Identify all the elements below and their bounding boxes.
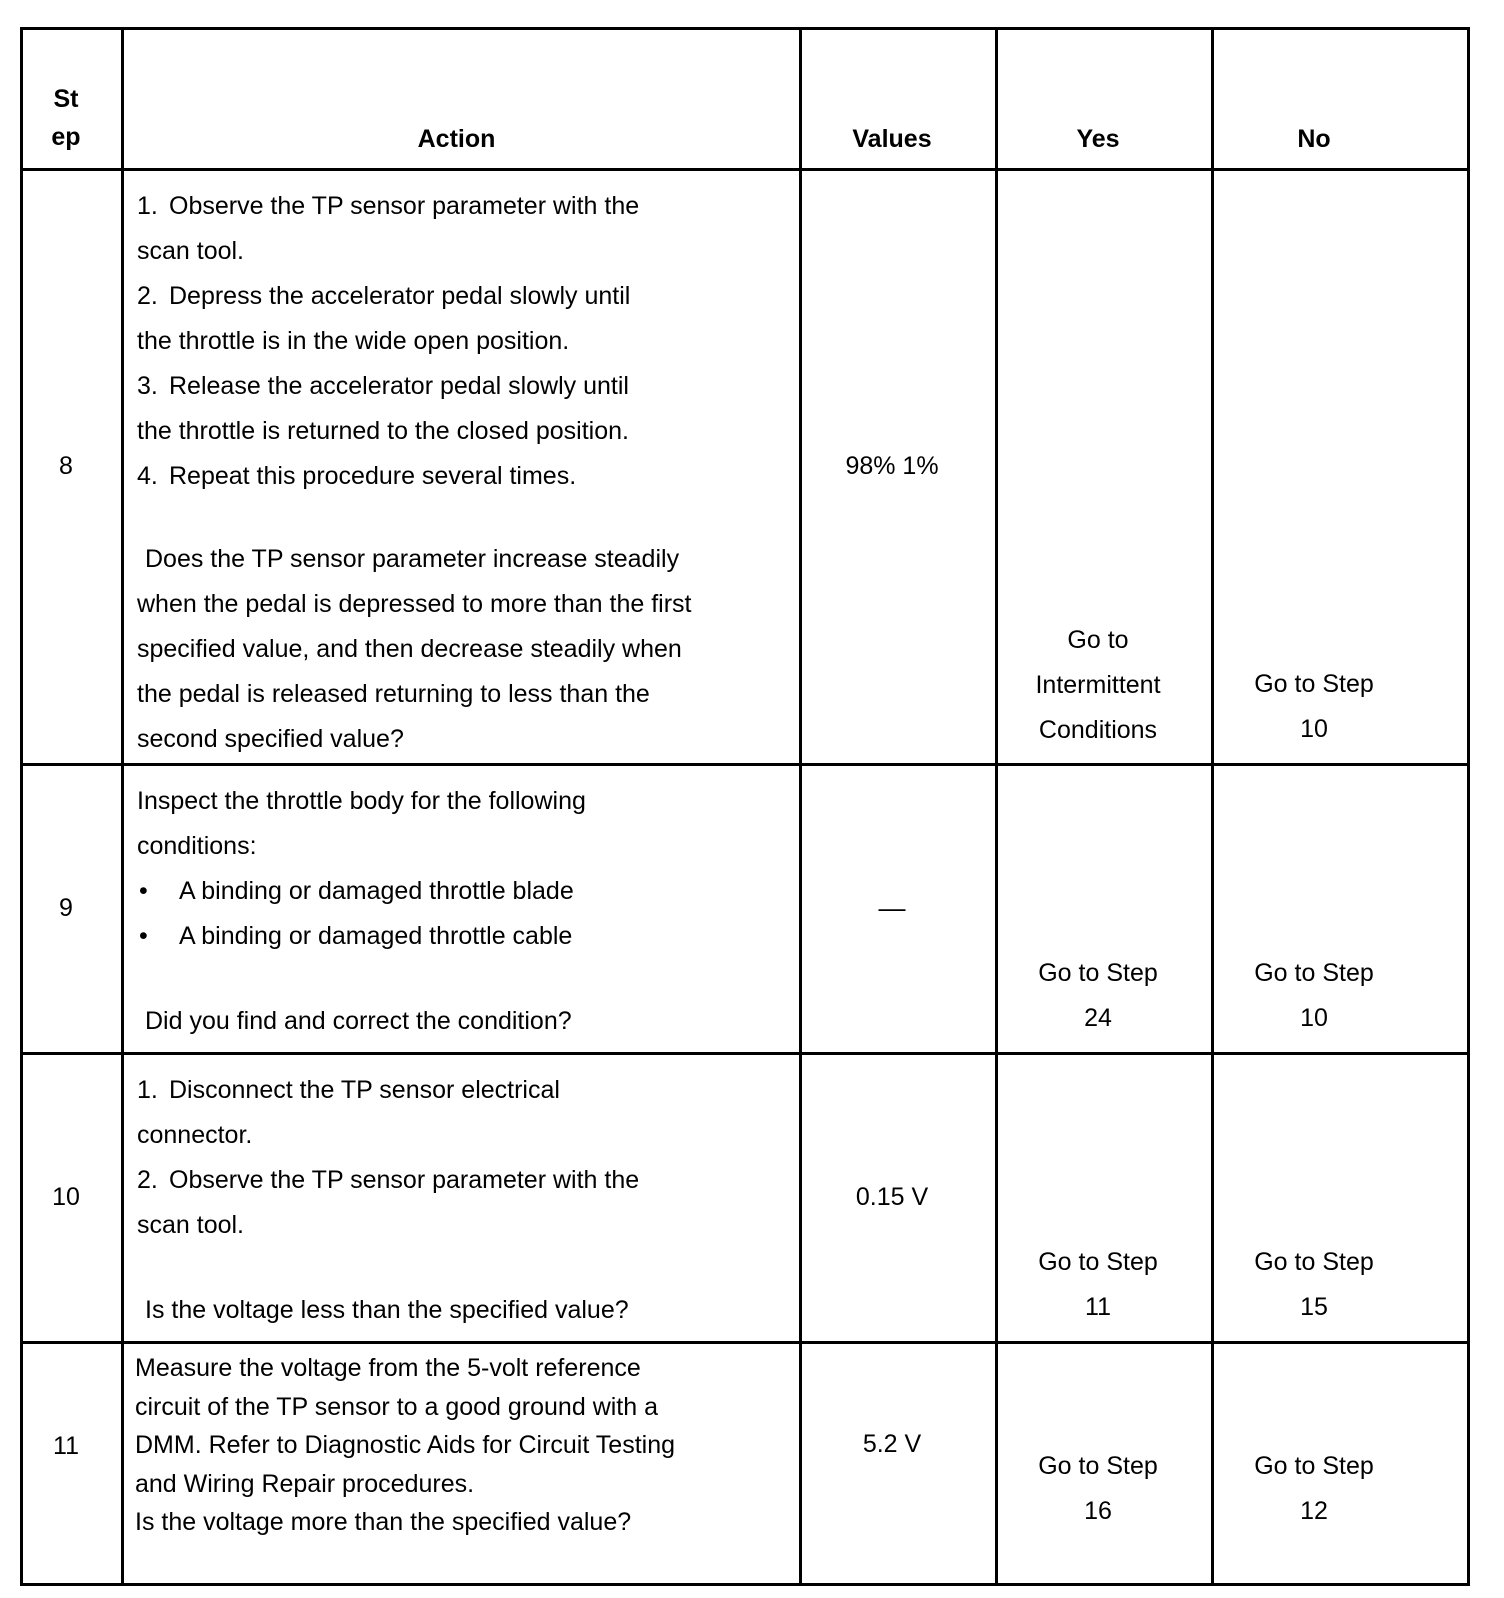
value-text: 5.2 V bbox=[862, 1430, 922, 1458]
action-question: Is the voltage more than the specified value? bbox=[135, 1508, 632, 1536]
action-step-item: 2. Observe the TP sensor parameter with the bbox=[137, 1166, 640, 1194]
column-divider bbox=[799, 30, 802, 1583]
row-divider bbox=[23, 1052, 1467, 1055]
no-outcome: Go to Step 15 bbox=[1254, 1248, 1374, 1321]
action-step-item: 2. Depress the accelerator pedal slowly until bbox=[137, 282, 631, 310]
no-outcome: Go to Step 10 bbox=[1254, 959, 1374, 1032]
yes-outcome: Go to Step 24 bbox=[1038, 959, 1158, 1032]
header-divider bbox=[23, 168, 1467, 171]
row-divider bbox=[23, 1341, 1467, 1344]
action-text: Inspect the throttle body for the following conditions: • A binding or damaged throttle blade • A binding or damaged throttle cable Did you find and correct the condition? bbox=[137, 779, 586, 1044]
column-divider bbox=[995, 30, 998, 1583]
action-step-item: 3. Release the accelerator pedal slowly until bbox=[137, 372, 629, 400]
yes-outcome: Go to Step 16 bbox=[1038, 1452, 1158, 1525]
step-number: 8 bbox=[59, 452, 73, 480]
yes-outcome: Go to Intermittent Conditions bbox=[1035, 626, 1161, 744]
step-number: 11 bbox=[53, 1432, 79, 1460]
value-text: — bbox=[878, 893, 906, 923]
action-question: Did you find and correct the condition? bbox=[145, 1007, 572, 1035]
row-divider bbox=[23, 763, 1467, 766]
action-text: 1. Observe the TP sensor parameter with the scan tool. 2. Depress the accelerator pedal slowly until the throttle is in the wide open position. 3. Release the accelerator pedal slowly until the throttle is returned to the closed position. 4. Repeat this procedure several times. Does the TP sensor parameter increase steadily when the pedal is depressed to more than the first specified value, and then decrease steadily when the pedal is released returning to less than the second specified value? bbox=[137, 184, 692, 762]
value-text: 0.15 V bbox=[855, 1183, 929, 1211]
no-outcome: Go to Step 10 bbox=[1254, 670, 1374, 743]
action-text: Measure the voltage from the 5-volt reference circuit of the TP sensor to a good ground with a DMM. Refer to Diagnostic Aids for Circuit Testing and Wiring Repair procedures. Is the voltage more than the specified value? bbox=[135, 1349, 675, 1542]
header-step: St ep bbox=[51, 85, 81, 151]
column-divider bbox=[1211, 30, 1214, 1583]
diagnostic-table bbox=[20, 27, 1470, 1586]
header-no: No bbox=[1297, 125, 1331, 153]
header-action: Action bbox=[417, 125, 496, 153]
action-question: Does the TP sensor parameter increase steadily bbox=[145, 545, 680, 573]
column-divider bbox=[121, 30, 124, 1583]
action-question: Is the voltage less than the specified value? bbox=[145, 1296, 629, 1324]
yes-outcome: Go to Step 11 bbox=[1038, 1248, 1158, 1321]
action-step-item: 1. Observe the TP sensor parameter with the bbox=[137, 192, 640, 220]
action-text: 1. Disconnect the TP sensor electrical connector. 2. Observe the TP sensor parameter with the scan tool. Is the voltage less than the specified value? bbox=[137, 1068, 639, 1333]
no-outcome: Go to Step 12 bbox=[1254, 1452, 1374, 1525]
bullet-item: • A binding or damaged throttle cable bbox=[139, 922, 573, 950]
bullet-item: • A binding or damaged throttle blade bbox=[139, 877, 574, 905]
value-text: 98% 1% bbox=[845, 452, 939, 480]
header-values: Values bbox=[852, 125, 932, 153]
action-step-item: 4. Repeat this procedure several times. bbox=[137, 462, 577, 490]
action-step-item: 1. Disconnect the TP sensor electrical bbox=[137, 1076, 560, 1104]
step-number: 9 bbox=[59, 894, 73, 922]
step-number: 10 bbox=[52, 1183, 80, 1211]
header-yes: Yes bbox=[1076, 125, 1120, 153]
